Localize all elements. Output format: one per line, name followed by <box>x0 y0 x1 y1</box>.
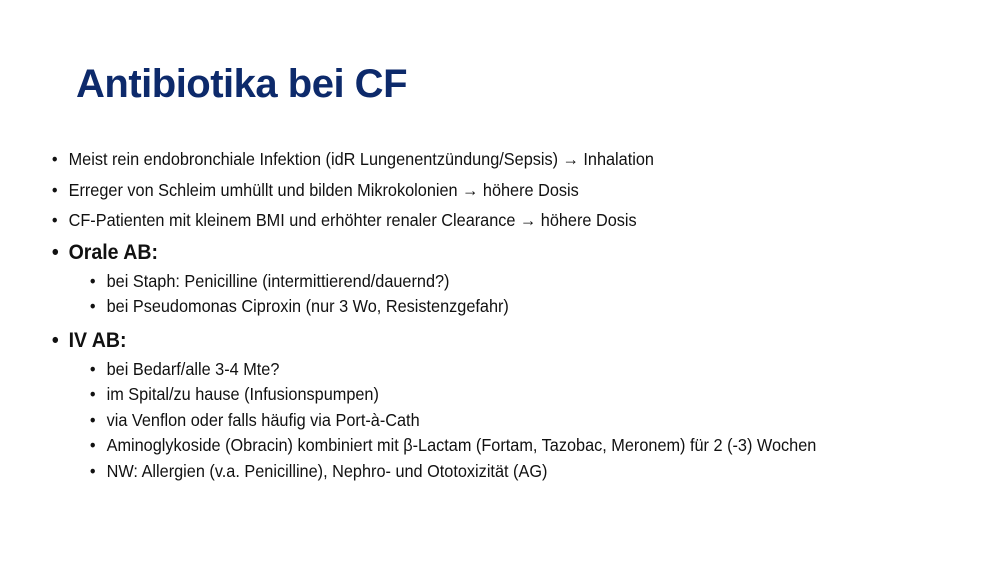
sub-bullet-item: • bei Pseudomonas Ciproxin (nur 3 Wo, Resistenzgefahr) <box>88 294 908 320</box>
sub-bullet-item: • via Venflon oder falls häufig via Port-à-Cath <box>88 408 908 434</box>
slide-title: Antibiotika bei CF <box>76 62 407 106</box>
oral-ab-heading: • Orale AB: <box>50 237 906 269</box>
sub-bullet-item: • Aminoglykoside (Obracin) kombiniert mit β-Lactam (Fortam, Tazobac, Meronem) für 2 (-3) Wochen <box>88 433 908 459</box>
iv-ab-heading: • IV AB: <box>50 325 906 357</box>
bullet-item: • Meist rein endobronchiale Infektion (idR Lungenentzündung/Sepsis) → Inhalation <box>50 144 906 175</box>
iv-ab-list <box>50 357 970 485</box>
bullet-item: • CF-Patienten mit kleinem BMI und erhöhter renaler Clearance → höhere Dosis <box>50 205 906 236</box>
bullet-item: • Erreger von Schleim umhüllt und bilden Mikrokolonien → höhere Dosis <box>50 175 906 206</box>
spacer <box>50 320 970 324</box>
sub-bullet-item: • bei Bedarf/alle 3-4 Mte? <box>88 357 908 383</box>
sub-bullet-item: • bei Staph: Penicilline (intermittierend/dauernd?) <box>88 269 908 295</box>
sub-bullet-item: • im Spital/zu hause (Infusionspumpen) <box>88 382 908 408</box>
slide-content <box>50 144 970 484</box>
sub-bullet-item: • NW: Allergien (v.a. Penicilline), Nephro- und Ototoxizität (AG) <box>88 459 908 485</box>
oral-ab-list <box>50 269 970 320</box>
